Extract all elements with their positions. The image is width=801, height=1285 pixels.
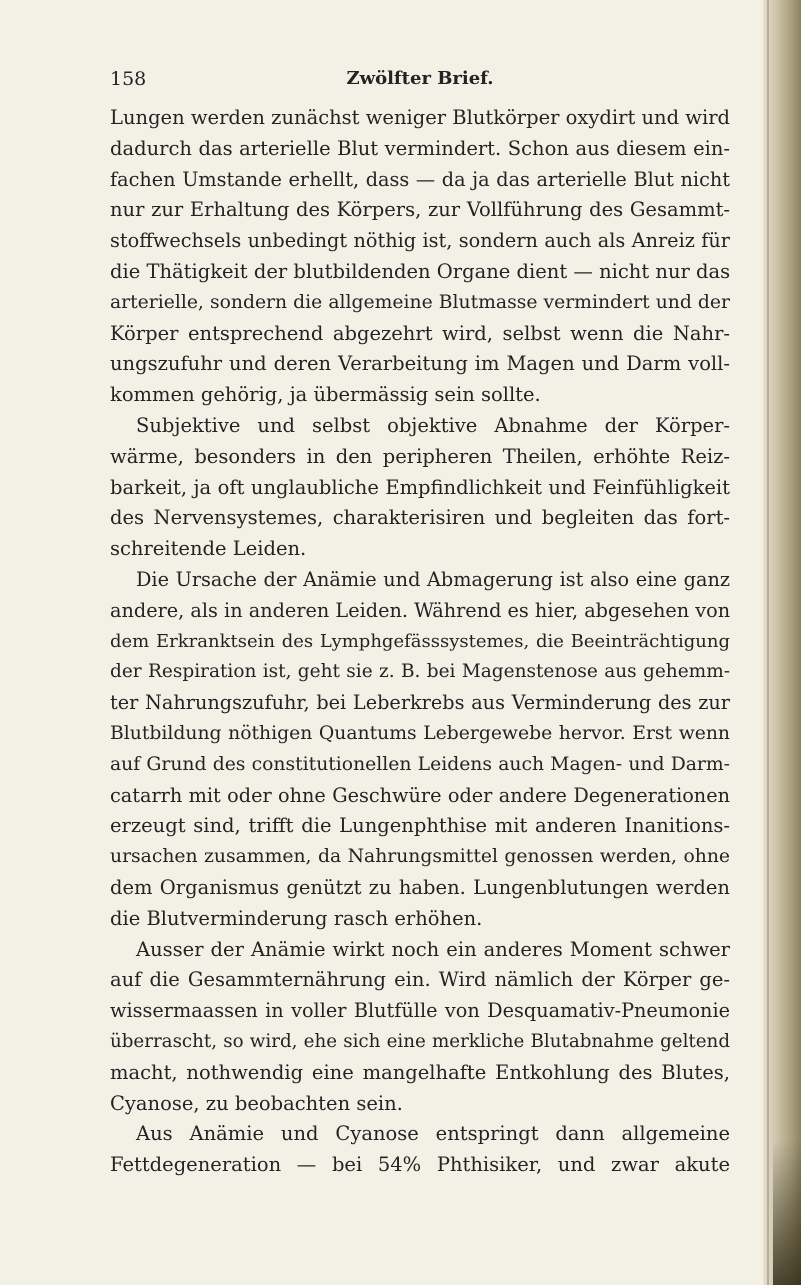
text-line: Subjektive und selbst objektive Abnahme der Körper- xyxy=(136,413,730,437)
text-line: kommen gehörig, ja übermässig sein sollte. xyxy=(110,383,541,407)
page-number: 158 xyxy=(110,68,147,90)
text-line: erzeugt sind, trifft die Lungenphthise mit anderen Inanitions- xyxy=(110,814,730,838)
text-line: Aus Anämie und Cyanose entspringt dann allgemeine xyxy=(136,1122,730,1146)
text-line: auf Grund des constitutionellen Leidens auch Magen- und Darm- xyxy=(110,753,730,775)
text-line: stoffwechsels unbedingt nöthig ist, sondern auch als Anreiz für xyxy=(110,229,730,253)
text-line: arterielle, sondern die allgemeine Blutmasse vermindert und der xyxy=(110,291,730,313)
text-line: der Respiration ist, geht sie z. B. bei Magenstenose aus gehemm- xyxy=(110,661,730,683)
text-line: die Blutverminderung rasch erhöhen. xyxy=(110,906,483,930)
text-line: nur zur Erhaltung des Körpers, zur Vollführung des Gesammt- xyxy=(110,198,730,222)
text-line: ungszufuhr und deren Verarbeitung im Magen und Darm voll- xyxy=(110,352,730,376)
running-head: Zwölfter Brief. xyxy=(346,68,494,89)
text-line: wissermaassen in voller Blutfülle von Desquamativ-Pneumonie xyxy=(110,999,730,1023)
text-line: Cyanose, zu beobachten sein. xyxy=(110,1091,403,1115)
text-line: ursachen zusammen, da Nahrungsmittel genossen werden, ohne xyxy=(110,846,730,868)
text-line: dadurch das arterielle Blut vermindert. Schon aus diesem ein- xyxy=(110,136,730,160)
text-line: andere, als in anderen Leiden. Während es hier, abgesehen von xyxy=(110,598,730,622)
text-line: überrascht, so wird, ehe sich eine merkliche Blutabnahme geltend xyxy=(110,1030,730,1052)
text-line: die Thätigkeit der blutbildenden Organe dient — nicht nur das xyxy=(110,259,730,283)
text-line: wärme, besonders in den peripheren Theilen, erhöhte Reiz- xyxy=(110,444,730,468)
text-line: macht, nothwendig eine mangelhafte Entkohlung des Blutes, xyxy=(110,1060,730,1084)
text-line: Die Ursache der Anämie und Abmagerung ist also eine ganz xyxy=(136,567,730,591)
text-line: Ausser der Anämie wirkt noch ein anderes Moment schwer xyxy=(136,937,730,961)
text-line: dem Organismus genützt zu haben. Lungenblutungen werden xyxy=(110,875,730,899)
text-line: dem Erkranktsein des Lymphgefässsystemes, die Beeinträchtigung xyxy=(110,630,730,652)
text-line: ter Nahrungszufuhr, bei Leberkrebs aus Verminderung des zur xyxy=(110,691,730,715)
text-line: Blutbildung nöthigen Quantums Lebergewebe hervor. Erst wenn xyxy=(110,722,730,744)
text-line: barkeit, ja oft unglaubliche Empfindlichkeit und Feinfühligkeit xyxy=(110,475,730,499)
body-text xyxy=(110,103,730,1181)
text-line: auf die Gesammternährung ein. Wird nämlich der Körper ge- xyxy=(110,968,730,992)
text-line: schreitende Leiden. xyxy=(110,537,307,561)
text-line: Lungen werden zunächst weniger Blutkörper oxydirt und wird xyxy=(110,106,730,129)
text-line: catarrh mit oder ohne Geschwüre oder andere Degenerationen xyxy=(110,783,730,807)
text-line: fachen Umstande erhellt, dass — da ja das arterielle Blut nicht xyxy=(110,167,730,191)
text-line: Körper entsprechend abgezehrt wird, selbst wenn die Nahr- xyxy=(110,321,730,345)
text-line: des Nervensystemes, charakterisiren und begleiten das fort- xyxy=(110,506,730,530)
page-edge-shadow xyxy=(763,0,801,1285)
page-header xyxy=(110,64,730,94)
text-line: Fettdegeneration — bei 54% Phthisiker, und zwar akute xyxy=(110,1153,730,1177)
